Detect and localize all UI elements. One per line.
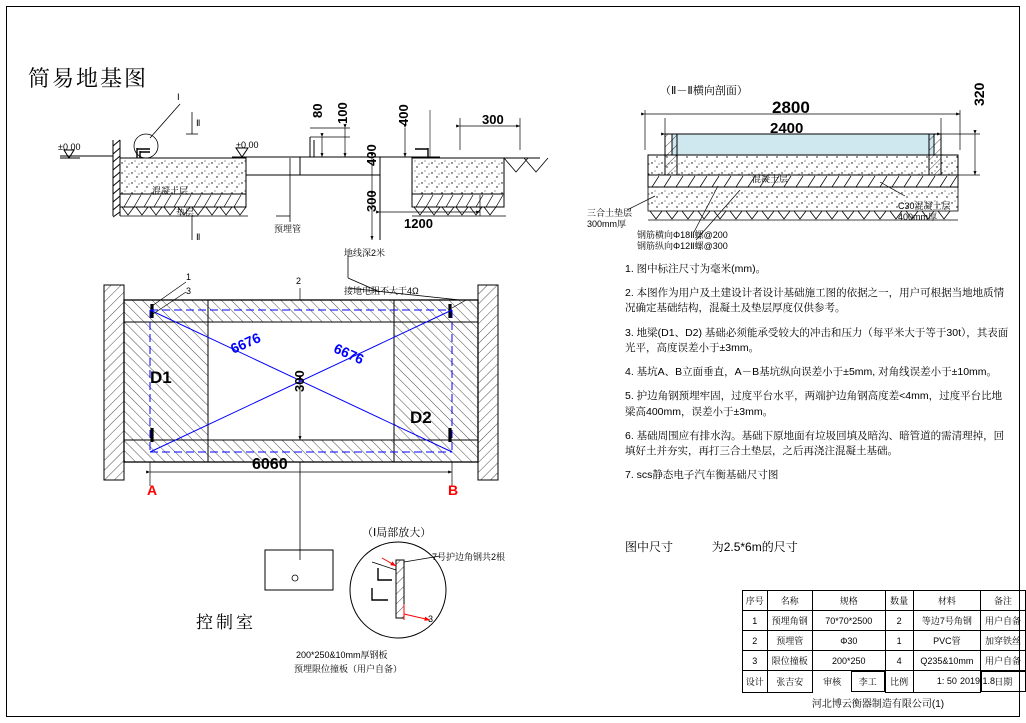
notes-block — [625, 262, 1010, 492]
scale-label: 比例 — [885, 671, 913, 693]
bom-header-name: 名称 — [767, 591, 813, 611]
dimension-note — [625, 538, 798, 555]
bom-r3-remark: 用户自备 — [981, 651, 1026, 671]
check-value: 李工 — [852, 672, 884, 692]
table-row — [743, 611, 1026, 631]
bom-r1-material: 等边7号角钢 — [913, 611, 980, 631]
ground-level-mid-label: ±0 00 — [236, 140, 259, 150]
dim-320-label: 320 — [971, 82, 987, 106]
plan-dim-6060-label: 6060 — [252, 456, 288, 473]
c30-concrete-note-line1: C30混凝土层 — [898, 201, 951, 211]
bom-r1-name: 预埋角钢 — [767, 611, 813, 631]
table-row — [743, 631, 1026, 651]
bom-r1-index: 1 — [743, 611, 768, 631]
bom-r1-remark: 用户自备 — [981, 611, 1026, 631]
pit-D2-label: D2 — [410, 408, 432, 427]
cross-concrete-layer-label: 混凝土层 — [752, 174, 789, 184]
bom-r2-remark: 加穿铁丝 — [981, 631, 1026, 651]
mark-II-top-label: Ⅱ — [196, 118, 201, 128]
table-header-row — [743, 591, 1026, 611]
detail-item-3: 3 — [428, 614, 434, 624]
dim-2400-label: 2400 — [770, 120, 804, 137]
bom-header-qty: 数量 — [885, 591, 913, 611]
dim-300-top-label: 300 — [482, 112, 504, 127]
company-name: 河北博云衡器制造有限公司(1) — [811, 699, 945, 710]
note-5: 5. 护边角钢预埋牢固，过度平台水平，两端护边角钢高度差<4mm，过度平台比地梁高400mm，误差小于±3mm。 — [625, 390, 1003, 418]
dim-1200-label: 1200 — [404, 216, 433, 231]
cushion-note-line2: 300mm厚 — [587, 219, 627, 229]
page-title: 简易地基图 — [28, 66, 149, 91]
dimension-note-value: 为2.5*6m的尺寸 — [711, 540, 798, 554]
detail-title: （Ⅰ局部放大） — [362, 527, 432, 539]
note-1: 1. 图中标注尺寸为毫米(mm)。 — [625, 263, 767, 275]
mark-I-label: Ⅰ — [177, 92, 180, 102]
dim-100-label: 100 — [335, 102, 350, 124]
bom-r3-material: Q235&10mm — [913, 651, 980, 671]
note-4: 4. 基坑A、B立面垂直，A－B基坑纵向误差小于±5mm, 对角线误差小于±10mm。 — [625, 366, 998, 379]
ground-resistance-label: 接地电阻不大于4Ω — [344, 286, 419, 296]
axis-A-label: A — [147, 482, 158, 498]
design-label: 设计 — [743, 671, 768, 693]
axis-B-label: B — [448, 482, 459, 498]
bom-r3-spec: 200*250 — [813, 651, 885, 671]
rebar-longitudinal-note: 钢筋纵向Φ12Ⅱ螺@300 — [637, 241, 728, 251]
note-3: 3. 地梁(D1、D2) 基础必须能承受较大的冲击和压力（每平米大于等于30t），其表面光平，高度误差小于±3mm。 — [625, 326, 1009, 354]
bom-header-index: 序号 — [743, 591, 768, 611]
bom-header-remark: 备注 — [981, 591, 1026, 611]
date-value: 2019.1.8 — [960, 676, 996, 686]
ground-wire-depth-label: 地线深2米 — [344, 248, 386, 258]
concrete-layer-label: 混凝土层 — [152, 186, 189, 196]
diagonal-right-label: 6676 — [331, 340, 367, 368]
note-6: 6. 基础周围应有排水沟。基础下原地面有垃圾回填及暗沟、暗管道的需清理掉，回填好土并夯实，再打三合土垫层，之后再浇注混凝土基础。 — [625, 429, 1005, 457]
mark-II-bottom-label: Ⅱ — [196, 232, 201, 242]
design-value: 张吉安 — [767, 671, 813, 693]
bom-r2-spec: Φ30 — [813, 631, 885, 651]
dimension-note-label: 图中尺寸 — [625, 540, 674, 554]
control-room-label: 控制室 — [196, 613, 256, 632]
table-row — [743, 651, 1026, 671]
plate-usage-note: 预埋限位撞板（用户自备） — [294, 664, 403, 674]
bom-r3-index: 3 — [743, 651, 768, 671]
cushion-layer-label: 垫层 — [176, 208, 195, 218]
bom-r2-index: 2 — [743, 631, 768, 651]
dim-400-a-label: 400 — [396, 104, 411, 126]
bom-header-material: 材料 — [913, 591, 980, 611]
bom-r1-spec: 70*70*2500 — [813, 611, 885, 631]
pit-D1-label: D1 — [150, 368, 172, 387]
bom-header-spec: 规格 — [813, 591, 885, 611]
plan-callout-2: 2 — [296, 276, 302, 286]
plate-spec-note: 200*250&10mm厚钢板 — [296, 650, 388, 660]
dim-80-label: 80 — [310, 103, 325, 118]
bom-r2-name: 预埋管 — [767, 631, 813, 651]
check-label: 审核 — [813, 672, 852, 692]
angle-steel-note: 7号护边角钢共2根 — [432, 552, 506, 562]
diagonal-left-label: 6676 — [228, 329, 263, 357]
cross-section-title: （Ⅱ－Ⅱ横向剖面） — [660, 85, 748, 97]
plan-dim-300-label: 300 — [292, 370, 307, 392]
scale-value: 1: 50 — [913, 671, 980, 693]
bom-r3-qty: 4 — [885, 651, 913, 671]
dim-400-b-label: 400 — [364, 144, 379, 166]
date-label: 日期 — [982, 672, 1025, 692]
dim-2800-label: 2800 — [772, 98, 810, 117]
bom-r2-material: PVC管 — [913, 631, 980, 651]
note-7: 7. scs静态电子汽车衡基础尺寸图 — [625, 469, 779, 482]
bom-r3-name: 限位撞板 — [767, 651, 813, 671]
c30-concrete-note-line2: 400mm厚 — [898, 212, 938, 222]
rebar-transverse-note: 钢筋横向Φ18Ⅱ螺@200 — [637, 230, 728, 240]
bom-r2-qty: 1 — [885, 631, 913, 651]
note-2: 2. 本图作为用户及土建设计者设计基础施工图的依据之一，用户可根据当地地质情况确定基础结构，混凝土及垫层厚度仅供参考。 — [625, 287, 1005, 315]
cushion-note-line1: 三合土垫层 — [587, 208, 633, 218]
plan-callout-3: 3 — [186, 286, 192, 296]
bom-r1-qty: 2 — [885, 611, 913, 631]
embedded-pipe-label: 预埋管 — [274, 224, 302, 234]
ground-level-left-label: ±0 00 — [58, 142, 81, 152]
dim-300-b-label: 300 — [364, 190, 379, 212]
plan-callout-1: 1 — [186, 272, 192, 282]
